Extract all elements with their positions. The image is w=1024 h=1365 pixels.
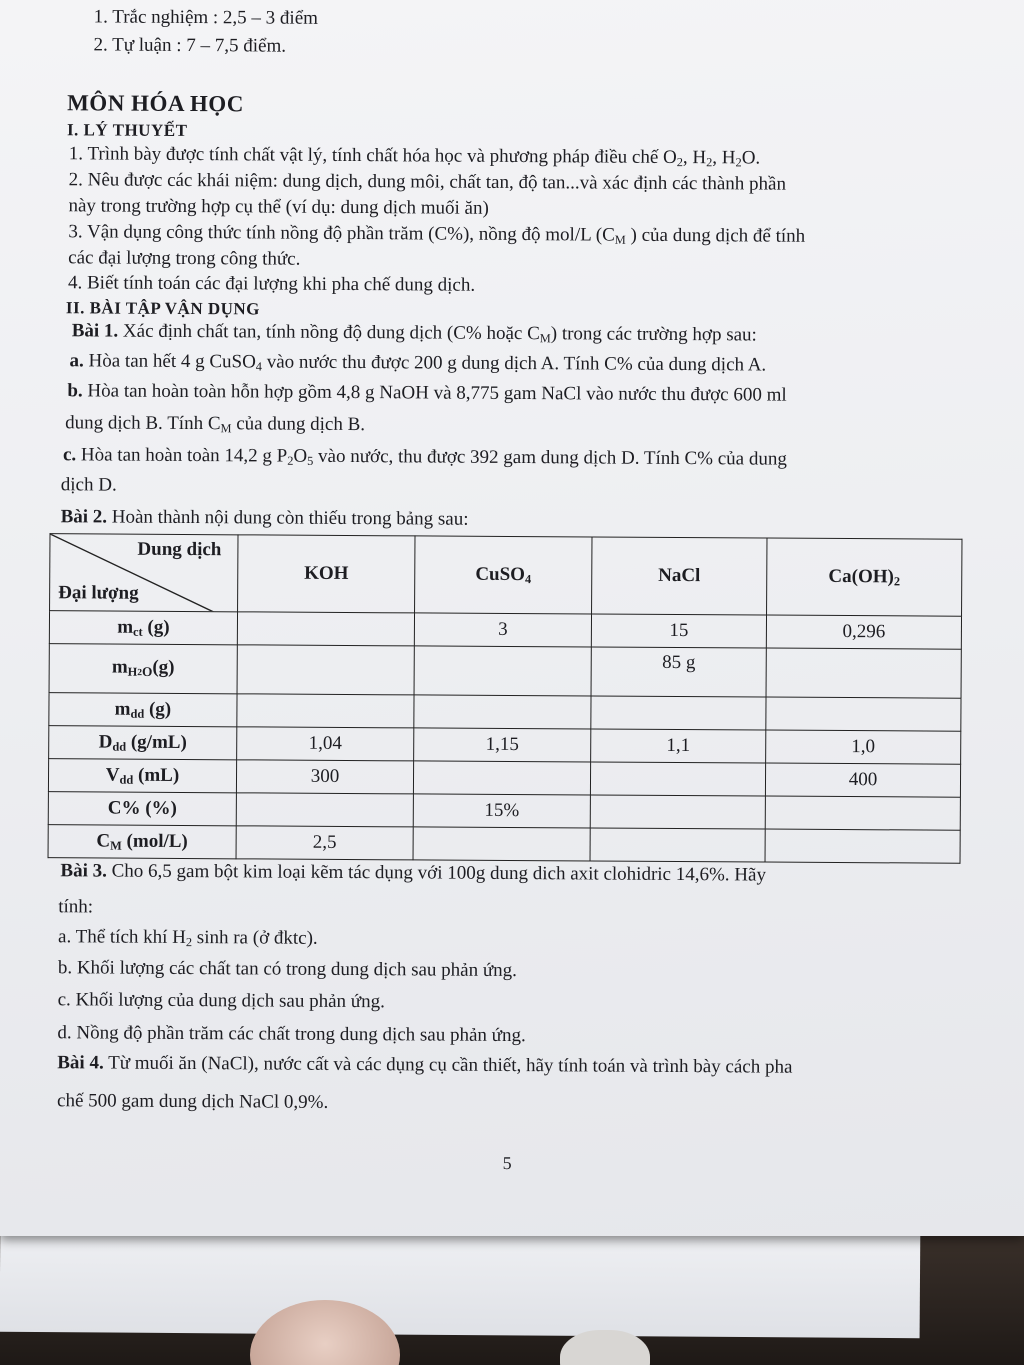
- exercise-3b: b. Khối lượng các chất tan có trong dung dịch sau phản ứng.: [57, 957, 518, 982]
- table-row-mct: [49, 611, 961, 650]
- corner-label-solution: Dung dịch: [137, 538, 222, 561]
- table-cell: [590, 762, 765, 796]
- table-cell: 15%: [413, 794, 590, 828]
- table-header-row: [50, 534, 962, 617]
- table-cell: 2,5: [236, 826, 413, 860]
- exercise-1c-line-2: dịch D.: [60, 474, 117, 496]
- table-cell: [765, 829, 960, 863]
- corner-label-quantity: Đại lượng: [58, 582, 139, 604]
- table-row-vdd: [48, 759, 960, 798]
- table-cell: 3: [414, 613, 591, 647]
- table-cell: 15: [591, 614, 766, 648]
- row-label-vdd: $V_{dd}$ (mL): [48, 759, 236, 793]
- table-cell: [414, 646, 591, 696]
- scoring-item-1: 1. Trắc nghiệm : 2,5 – 3 điểm: [93, 6, 319, 29]
- row-label-cpercent: C% (%): [48, 792, 236, 826]
- exercise-1b-line-2: dung dịch B. Tính $C_M$ của dung dịch B.: [65, 412, 366, 436]
- table-cell: [765, 796, 960, 830]
- exercise-3d: d. Nồng độ phần trăm các chất trong dung dịch sau phản ứng.: [57, 1022, 526, 1047]
- table-cell: 1,15: [414, 728, 591, 762]
- section-2-heading: II. BÀI TẬP VẬN DỤNG: [65, 298, 260, 319]
- table-cell: 0,296: [766, 615, 961, 649]
- table-row-cm: [48, 825, 960, 864]
- table-row-ddd: [49, 726, 961, 765]
- row-label-mct: $m_{ct}$ (g): [49, 611, 237, 645]
- table-cell: 85 g: [591, 647, 766, 697]
- theory-item-2-line-1: 2. Nêu được các khái niệm: dung dịch, dung môi, chất tan, độ tan...và xác định các thành phần: [68, 169, 787, 195]
- row-label-mdd: $m_{dd}$ (g): [49, 693, 237, 727]
- exercise-1c-line-1: c. Hòa tan hoàn toàn 14,2 g $P_2O_5$ vào nước, thu được 392 gam dung dịch D. Tính C% của dung: [62, 444, 787, 470]
- exercise-4-line-2: chế 500 gam dung dịch NaCl 0,9%.: [56, 1090, 329, 1113]
- theory-item-1: 1. Trình bày được tính chất vật lý, tính chất hóa học và phương pháp điều chế $O_2$, $H_2$, $H_2O$.: [68, 143, 761, 170]
- column-header-cuso4: CuSO$_4$: [415, 536, 592, 614]
- section-1-heading: I. LÝ THUYẾT: [66, 120, 188, 141]
- table-cell: [413, 761, 590, 795]
- table-row-mh2o: [49, 644, 961, 699]
- table-cell: [237, 694, 414, 728]
- scoring-item-2: 2. Tự luận : 7 – 7,5 điểm.: [93, 34, 287, 57]
- exercise-1b-line-1: b. Hòa tan hoàn toàn hỗn hợp gồm 4,8 g NaOH và 8,775 gam NaCl vào nước thu được 600 ml: [67, 380, 787, 406]
- exercise-3a: a. Thể tích khí $H_2$ sinh ra (ở đktc).: [57, 926, 318, 950]
- table-corner-cell: [50, 534, 238, 612]
- table-cell: [766, 648, 961, 698]
- table-cell: [766, 697, 961, 731]
- row-label-ddd: $D_{dd}$ (g/mL): [49, 726, 237, 760]
- table-cell: 1,0: [766, 730, 961, 764]
- page-number: 5: [502, 1152, 512, 1174]
- column-header-koh: KOH: [238, 535, 415, 613]
- table-cell: 1,1: [591, 729, 766, 763]
- table-cell: [236, 793, 413, 827]
- table-cell: [590, 795, 765, 829]
- exercise-2-intro: Bài 2. Hoàn thành nội dung còn thiếu trong bảng sau:: [60, 506, 469, 530]
- exercise-3-line-1: Bài 3. Cho 6,5 gam bột kim loại kẽm tác dụng với 100g dung dich axit clohidric 14,6%. Hãy: [60, 860, 767, 886]
- table-cell: 1,04: [237, 727, 414, 761]
- table-cell: 400: [765, 763, 960, 797]
- exercise-4-line-1: Bài 4. Từ muối ăn (NaCl), nước cất và các dụng cụ cần thiết, hãy tính toán và trình bày cách pha: [57, 1052, 793, 1078]
- row-label-cm: $C_M$ (mol/L): [48, 825, 236, 859]
- data-table: [48, 533, 963, 864]
- column-header-nacl: NaCl: [592, 537, 767, 615]
- table-cell: [237, 645, 414, 695]
- theory-item-4: 4. Biết tính toán các đại lượng khi pha chế dung dịch.: [67, 272, 476, 296]
- exercise-3-line-2: tính:: [58, 896, 94, 918]
- theory-item-3-line-2: các đại lượng trong công thức.: [68, 247, 301, 270]
- table-row-cpercent: [48, 792, 960, 831]
- exercise-3c: c. Khối lượng của dung dịch sau phản ứng.: [57, 989, 385, 1013]
- theory-item-2-line-2: này trong trường hợp cụ thể (ví dụ: dung dịch muối ăn): [68, 195, 489, 219]
- table-cell: [414, 695, 591, 729]
- subject-title: MÔN HÓA HỌC: [67, 90, 244, 117]
- table-cell: [590, 828, 765, 862]
- table-cell: [413, 827, 590, 861]
- table-cell: 300: [236, 760, 413, 794]
- theory-item-3-line-1: 3. Vận dụng công thức tính nồng độ phần trăm (C%), nồng độ mol/L ($C_M$ ) của dung dịch để tính: [68, 221, 806, 247]
- exercise-1a: a. Hòa tan hết 4 g CuSO$_4$ vào nước thu được 200 g dung dịch A. Tính C% của dung dịch A.: [69, 350, 767, 376]
- row-label-mh2o: $m_{H2}O(g)$: [49, 644, 237, 694]
- table-row-mdd: [49, 693, 961, 732]
- exercise-1-intro: Bài 1. Xác định chất tan, tính nồng độ dung dịch (C% hoặc $C_M$) trong các trường hợp sau:: [71, 320, 757, 346]
- column-header-caoh2: $Ca(OH)_2$: [767, 538, 962, 616]
- table-cell: [591, 696, 766, 730]
- table-cell: [237, 612, 414, 646]
